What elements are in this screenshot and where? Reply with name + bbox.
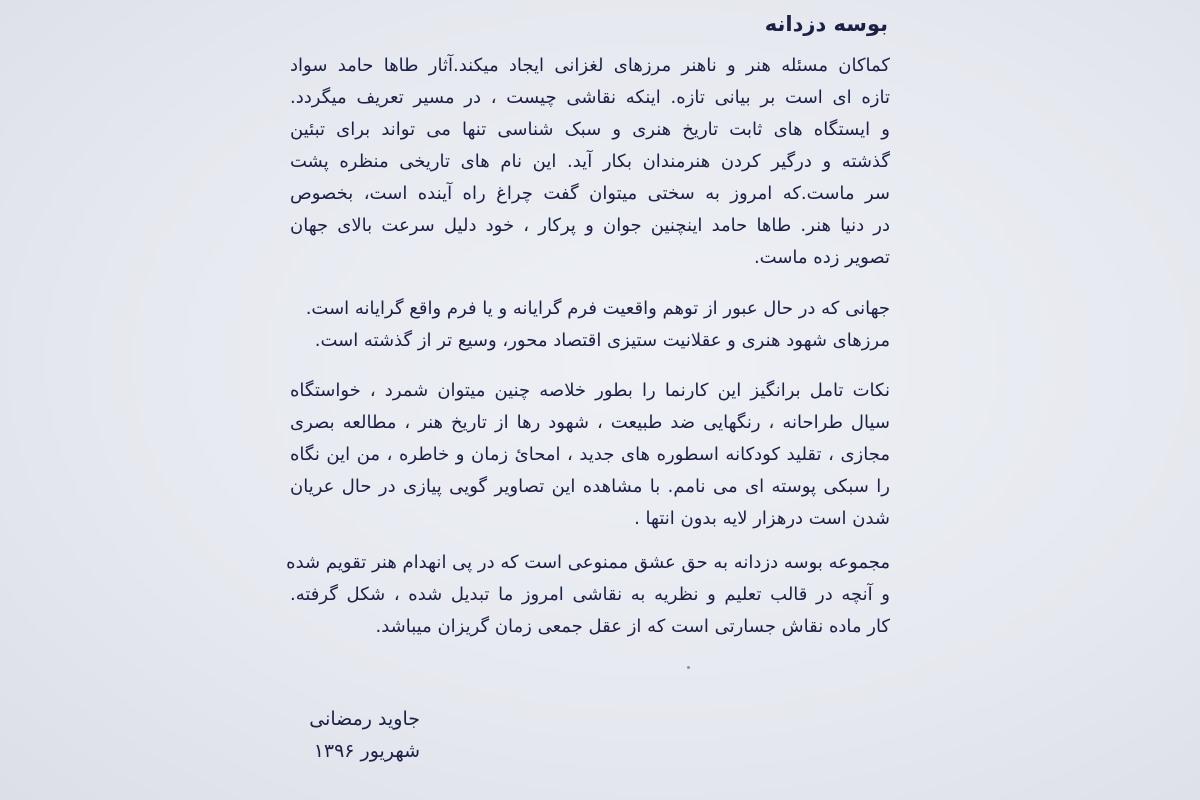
- text-line: در دنیا هنر. طاها حامد اینچنین جوان و پرکار ، خود دلیل سرعت بالای جهان: [290, 215, 890, 236]
- author-name: جاوید رمضانی: [309, 708, 420, 730]
- signature-block: [300, 703, 420, 767]
- text-line: تصویر زده ماست.: [753, 247, 890, 268]
- paragraph-2: [290, 293, 890, 357]
- text-line: مجازی ، تقلید کودکانه اسطوره های جدید ، امحائ زمان و خاطره ، من این نگاه: [290, 444, 890, 465]
- text-line: و ایستگاه های ثابت تاریخ هنری و سبک شناسی تنها می تواند برای تبئین: [290, 119, 890, 140]
- text-line: شدن است درهزار لایه بدون انتها .: [634, 508, 890, 529]
- article-title: بوسه دزدانه: [764, 12, 888, 36]
- text-line: و آنچه در قالب تعلیم و نظریه به نقاشی امروز ما تبدیل شده ، شکل گرفته.: [290, 584, 890, 605]
- signature-date: شهریور ۱۳۹۶: [313, 740, 420, 762]
- text-line: نکات تامل برانگیز این کارنما را بطور خلاصه چنین میتوان شمرد ، خواستگاه: [290, 380, 890, 401]
- text-line: مجموعه بوسه دزدانه به حق عشق ممنوعی است که در پی انهدام هنر تقویم شده: [286, 552, 890, 573]
- paragraph-1: [290, 50, 890, 274]
- text-line: جهانی که در حال عبور از توهم واقعیت فرم گرایانه و یا فرم واقع گرایانه است.: [305, 298, 890, 319]
- text-line: گذشته و درگیر کردن هنرمندان بکار آید. این نام های تاریخی منظره پشت: [290, 151, 890, 172]
- text-line: تازه ای است بر بیانی تازه. اینکه نقاشی چیست ، در مسیر تعریف میگردد.: [290, 87, 890, 108]
- text-line: سیال طراحانه ، رنگهایی ضد طبیعت ، شهود رها از تاریخ هنر ، مطالعه بصری: [290, 412, 890, 433]
- text-line: را سبکی پوسته ای می نامم. با مشاهده این تصاویر گویی پیازی در حال عریان: [290, 476, 890, 497]
- wall-mark: [687, 666, 690, 669]
- text-line: مرزهای شهود هنری و عقلانیت ستیزی اقتصاد محور، وسیع تر از گذشته است.: [314, 330, 890, 351]
- text-line: کار ماده نقاش جسارتی است که از عقل جمعی زمان گریزان میباشد.: [375, 616, 890, 637]
- paragraph-4: [286, 547, 890, 643]
- text-line: سر ماست.که امروز به سختی میتوان گفت چراغ راه آینده است، بخصوص: [290, 183, 890, 204]
- paragraph-3: [290, 375, 890, 535]
- text-line: کماکان مسئله هنر و ناهنر مرزهای لغزانی ایجاد میکند.آثار طاها حامد سواد: [290, 55, 890, 76]
